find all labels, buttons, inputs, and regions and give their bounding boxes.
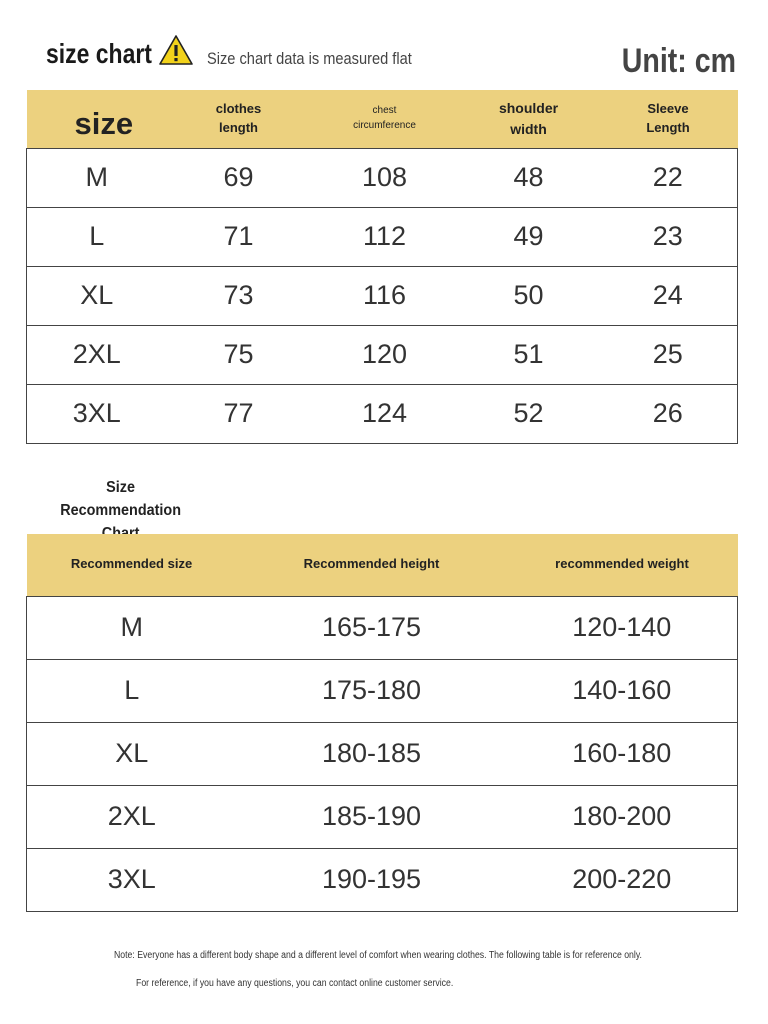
value-cell: 108 [311, 148, 459, 207]
recommended-height-header: Recommended height [237, 534, 507, 596]
value-cell: 75 [167, 325, 311, 384]
table-row [27, 659, 738, 722]
value-cell: 116 [311, 266, 459, 325]
value-cell: 48 [459, 148, 599, 207]
value-cell: 160-180 [507, 722, 738, 785]
value-cell: 22 [599, 148, 738, 207]
size-cell: M [27, 148, 167, 207]
value-cell: 180-185 [237, 722, 507, 785]
size-cell: XL [27, 722, 237, 785]
value-cell: 124 [311, 384, 459, 443]
value-cell: 23 [599, 207, 738, 266]
note-text: Note: Everyone has a different body shape and a different level of comfort when wearing clothes. The following table is for reference only. [114, 950, 642, 961]
size-cell: 3XL [27, 848, 237, 911]
value-cell: 69 [167, 148, 311, 207]
value-cell: 73 [167, 266, 311, 325]
value-cell: 71 [167, 207, 311, 266]
page-title: size chart [46, 38, 152, 69]
subtitle: Size chart data is measured flat [207, 49, 412, 68]
recommended-size-header: Recommended size [27, 534, 237, 596]
table-row [27, 325, 738, 384]
size-cell: M [27, 596, 237, 659]
size-cell: 3XL [27, 384, 167, 443]
value-cell: 175-180 [237, 659, 507, 722]
size-cell: 2XL [27, 785, 237, 848]
value-cell: 190-195 [237, 848, 507, 911]
table-row [27, 722, 738, 785]
value-cell: 26 [599, 384, 738, 443]
value-cell: 180-200 [507, 785, 738, 848]
size-cell: XL [27, 266, 167, 325]
value-cell: 50 [459, 266, 599, 325]
recommendation-title: Size Recommendation [60, 479, 182, 519]
value-cell: 185-190 [237, 785, 507, 848]
table-row [27, 148, 738, 207]
value-cell: 165-175 [237, 596, 507, 659]
value-cell: 112 [311, 207, 459, 266]
table-row [27, 848, 738, 911]
value-cell: 120 [311, 325, 459, 384]
size-cell: 2XL [27, 325, 167, 384]
table-row [27, 596, 738, 659]
unit-label: Unit: cm [621, 42, 736, 80]
size-table-header-row [27, 90, 738, 148]
table-row [27, 384, 738, 443]
clothes-length-header: clothes length [167, 90, 311, 148]
chest-circumference-header: chest circumference [311, 90, 459, 148]
value-cell: 140-160 [507, 659, 738, 722]
recommendation-table [26, 534, 738, 912]
table-row [27, 266, 738, 325]
value-cell: 24 [599, 266, 738, 325]
contact-note: For reference, if you have any questions, you can contact online customer service. [136, 978, 454, 989]
value-cell: 51 [459, 325, 599, 384]
size-header: size [27, 90, 167, 148]
size-cell: L [27, 207, 167, 266]
value-cell: 49 [459, 207, 599, 266]
header [0, 0, 768, 90]
table-row [27, 207, 738, 266]
recommended-weight-header: recommended weight [507, 534, 738, 596]
value-cell: 52 [459, 384, 599, 443]
value-cell: 120-140 [507, 596, 738, 659]
size-chart-table [26, 90, 738, 444]
value-cell: 77 [167, 384, 311, 443]
shoulder-width-header: shoulder width [459, 90, 599, 148]
size-cell: L [27, 659, 237, 722]
recommendation-header-row [27, 534, 738, 596]
value-cell: 200-220 [507, 848, 738, 911]
warning-triangle-icon [158, 34, 194, 66]
sleeve-length-header: Sleeve Length [599, 90, 738, 148]
table-row [27, 785, 738, 848]
value-cell: 25 [599, 325, 738, 384]
